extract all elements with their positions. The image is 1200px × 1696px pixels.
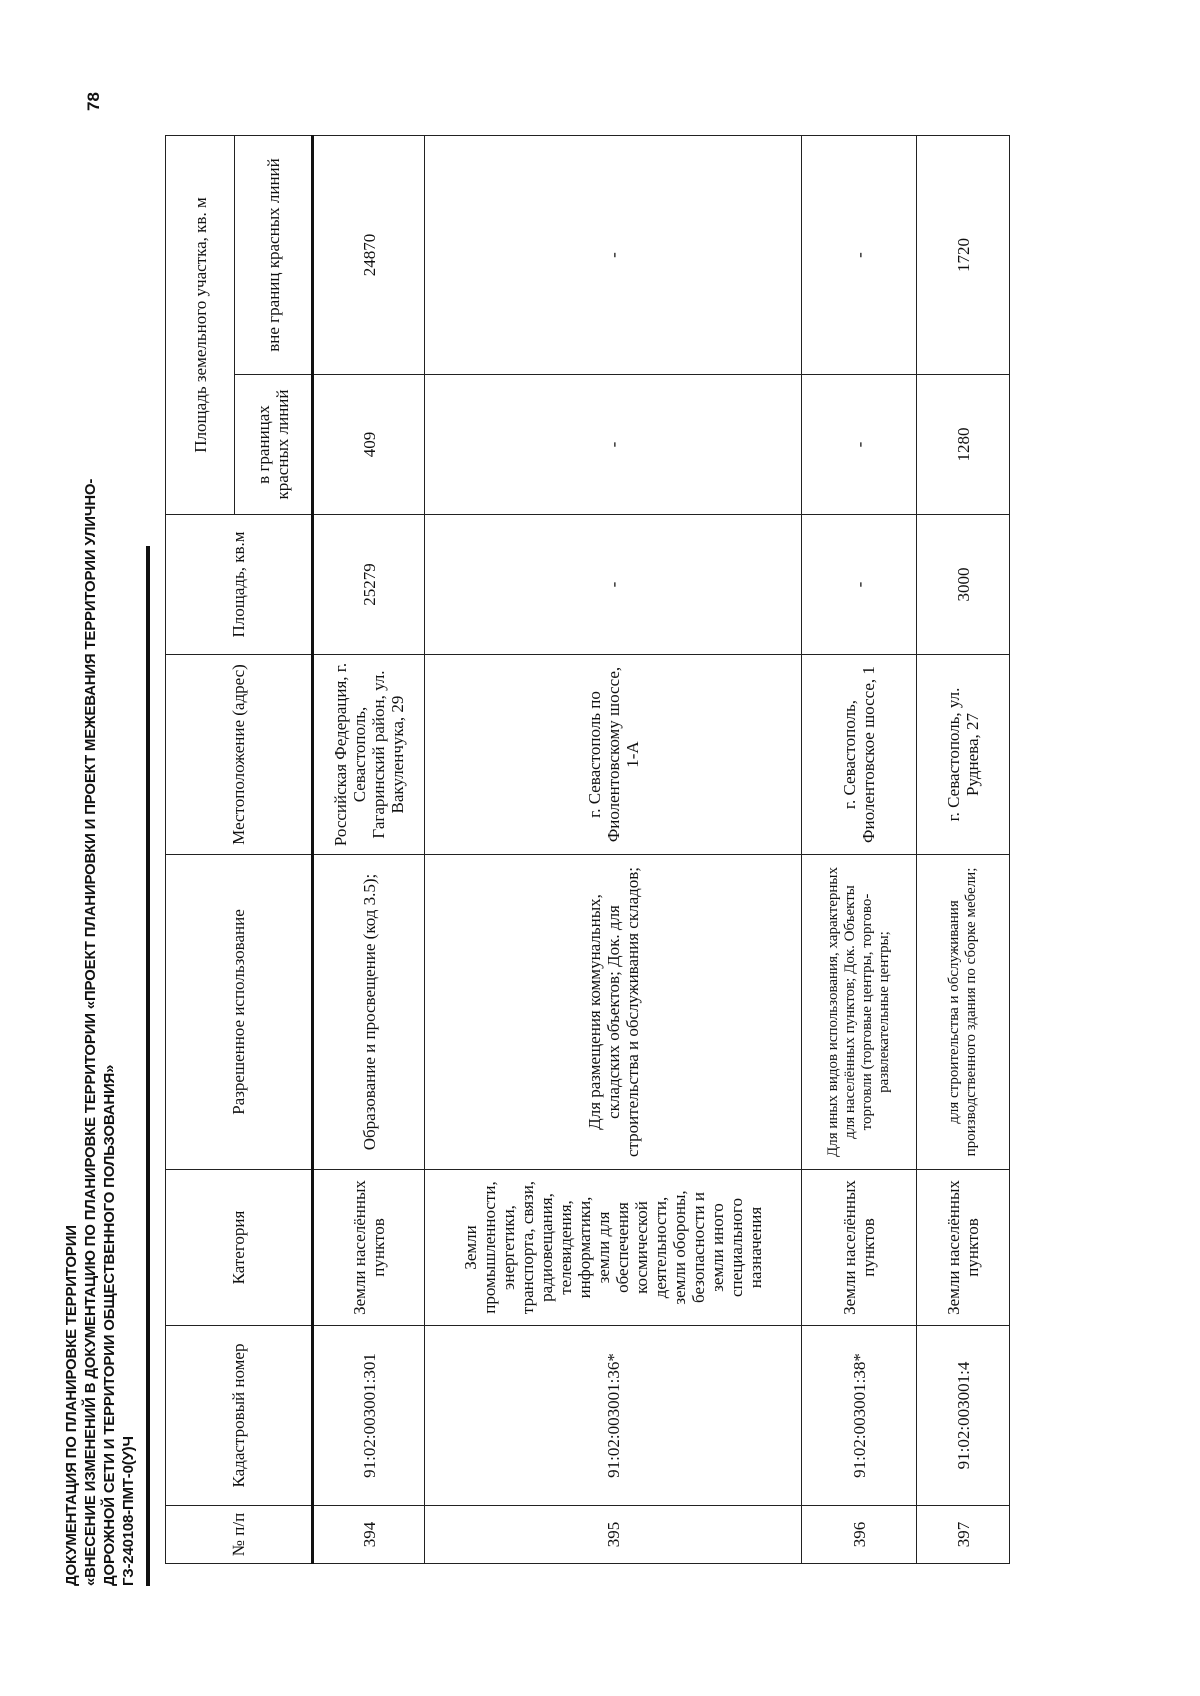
- cell-inside-red: -: [802, 375, 917, 515]
- cell-outside-red: -: [425, 135, 802, 374]
- cell-category: Земли населённых пунктов: [313, 1170, 425, 1326]
- header-rule: [146, 546, 150, 1586]
- cell-num: 395: [425, 1506, 802, 1564]
- cell-category: Земли населённых пунктов: [917, 1170, 1010, 1326]
- cell-inside-red: -: [425, 375, 802, 515]
- col-header-plot-area: Площадь земельного участка, кв. м: [166, 135, 235, 514]
- cell-permitted-use: Образование и просвещение (код 3.5);: [313, 855, 425, 1170]
- cell-category: Земли населённых пунктов: [802, 1170, 917, 1326]
- cell-inside-red: 409: [313, 375, 425, 515]
- table-row: [917, 135, 1010, 1563]
- cell-cadastral: 91:02:003001:4: [917, 1326, 1010, 1506]
- cell-location: г. Севастополь, Фиолентовское шоссе, 1: [802, 655, 917, 855]
- cell-permitted-use: для строительства и обслуживания производственного здания по сборке мебели;: [917, 855, 1010, 1170]
- cell-permitted-use: Для размещения коммунальных, складских объектов; Док. для строительства и обслуживания складов;: [425, 855, 802, 1170]
- col-header-area: Площадь, кв.м: [166, 515, 313, 655]
- cell-cadastral: 91:02:003001:36*: [425, 1326, 802, 1506]
- cell-outside-red: 1720: [917, 135, 1010, 374]
- col-header-category: Категория: [166, 1170, 313, 1326]
- cell-area: -: [802, 515, 917, 655]
- cell-cadastral: 91:02:003001:38*: [802, 1326, 917, 1506]
- document-header: [62, 186, 138, 1586]
- col-header-inside-red-lines: в границах красных линий: [235, 375, 313, 515]
- cell-category: Земли промышленности, энергетики, транспорта, связи, радиовещания, телевидения, информатики, земли для обеспечения космической деятельности, земли обороны, безопасности и земли иного специального назначения: [425, 1170, 802, 1326]
- cell-permitted-use: Для иных видов использования, характерных для населённых пунктов; Док. Объекты торговли (торговые центры, торгово-развлекательные центры;: [802, 855, 917, 1170]
- col-header-location: Местоположение (адрес): [166, 655, 313, 855]
- col-header-outside-red-lines: вне границ красных линий: [235, 135, 313, 374]
- header-line-1: ДОКУМЕНТАЦИЯ ПО ПЛАНИРОВКЕ ТЕРРИТОРИИ: [63, 1225, 80, 1586]
- table-row: [802, 135, 917, 1563]
- table-row: [425, 135, 802, 1563]
- cell-area: -: [425, 515, 802, 655]
- cell-location: г. Севастополь, ул. Руднева, 27: [917, 655, 1010, 855]
- cell-outside-red: 24870: [313, 135, 425, 374]
- page-number: 78: [84, 92, 103, 111]
- table-row: [313, 135, 425, 1563]
- col-header-permitted-use: Разрешенное использование: [166, 855, 313, 1170]
- cell-num: 397: [917, 1506, 1010, 1564]
- cell-outside-red: -: [802, 135, 917, 374]
- cell-location: г. Севастополь по Фиолентовскому шоссе, 1-А: [425, 655, 802, 855]
- col-header-num: № п/п: [166, 1506, 313, 1564]
- cell-num: 394: [313, 1506, 425, 1564]
- cell-cadastral: 91:02:003001:301: [313, 1326, 425, 1506]
- land-plots-table: [165, 135, 1010, 1564]
- header-line-4: ГЗ-240108-ПМТ-0(У)Ч: [120, 1436, 137, 1586]
- cell-inside-red: 1280: [917, 375, 1010, 515]
- header-line-2: «ВНЕСЕНИЕ ИЗМЕНЕНИЙ В ДОКУМЕНТАЦИЮ ПО ПЛАНИРОВКЕ ТЕРРИТОРИИ «ПРОЕКТ ПЛАНИРОВКИ И ПРОЕКТ МЕЖЕВАНИЯ ТЕРРИТОРИИ УЛИЧНО-: [82, 478, 99, 1586]
- cell-num: 396: [802, 1506, 917, 1564]
- cell-location: Российская Федерация, г. Севастополь, Гагаринский район, ул. Вакуленчука, 29: [313, 655, 425, 855]
- cell-area: 3000: [917, 515, 1010, 655]
- header-line-3: ДОРОЖНОЙ СЕТИ И ТЕРРИТОРИИ ОБЩЕСТВЕННОГО ПОЛЬЗОВАНИЯ»: [101, 1064, 118, 1586]
- col-header-cadastral: Кадастровый номер: [166, 1326, 313, 1506]
- cell-area: 25279: [313, 515, 425, 655]
